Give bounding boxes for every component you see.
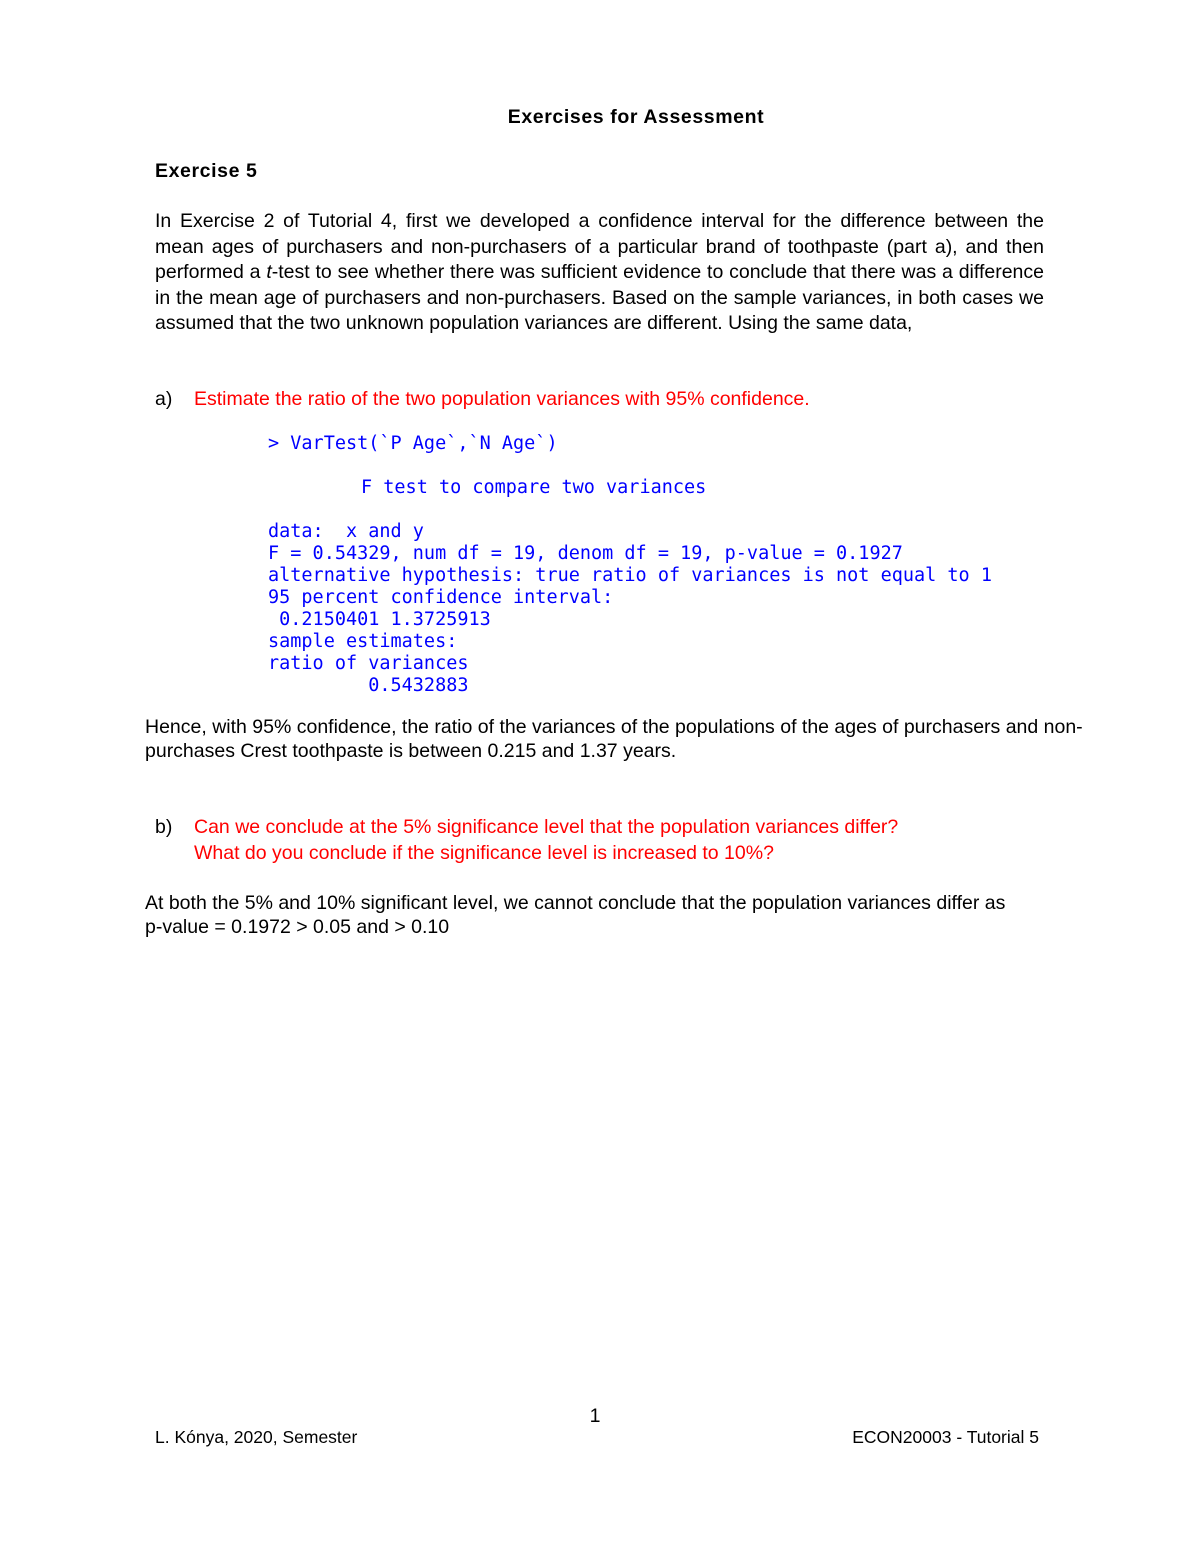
part-b-label: b) bbox=[155, 816, 173, 838]
part-a-answer-line-1: Hence, with 95% confidence, the ratio of the variances of the populations of the ages of purchasers and non- bbox=[145, 716, 1083, 738]
part-b-answer bbox=[145, 891, 1005, 939]
part-b-answer-line-1: At both the 5% and 10% significant level, we cannot conclude that the population variances differ as bbox=[145, 892, 1006, 914]
page-number: 1 bbox=[589, 1405, 601, 1427]
intro-paragraph bbox=[155, 209, 1044, 337]
r-ci-label: 95 percent confidence interval: bbox=[268, 587, 614, 608]
r-alternative-line: alternative hypothesis: true ratio of variances is not equal to 1 bbox=[268, 565, 992, 586]
r-ci-values: 0.2150401 1.3725913 bbox=[268, 609, 491, 630]
footer-course: ECON20003 - Tutorial 5 bbox=[852, 1427, 1039, 1447]
part-b-question-line-2: What do you conclude if the significance level is increased to 10%? bbox=[194, 841, 774, 864]
part-a-label: a) bbox=[155, 388, 173, 410]
intro-text-before: In Exercise 2 of Tutorial 4, first we developed a confidence interval for the difference between the mean ages of purchasers and non-purchasers of a particular brand of toothpaste (part a), and then performed a bbox=[155, 210, 1044, 283]
footer-author: L. Kónya, 2020, Semester bbox=[155, 1427, 358, 1447]
part-a-answer-line-2: purchases Crest toothpaste is between 0.215 and 1.37 years. bbox=[145, 740, 677, 762]
intro-text-after: -test to see whether there was sufficient evidence to conclude that there was a difference in the mean age of purchasers and non-purchasers. Based on the sample variances, in both cases we assumed that the two unknown population variances are different. Using the same data, bbox=[155, 261, 1044, 334]
document-title: Exercises for Assessment bbox=[507, 106, 765, 128]
part-b-question bbox=[194, 815, 898, 866]
part-a-question: Estimate the ratio of the two population variances with 95% confidence. bbox=[194, 388, 810, 410]
r-estimate-name: ratio of variances bbox=[268, 653, 469, 674]
intro-t-letter: t bbox=[266, 261, 272, 283]
r-test-name: F test to compare two variances bbox=[361, 477, 707, 498]
r-estimate-label: sample estimates: bbox=[268, 631, 458, 652]
r-output-block bbox=[268, 433, 992, 697]
part-b-answer-line-2: p-value = 0.1972 > 0.05 and > 0.10 bbox=[145, 916, 450, 938]
part-a-answer bbox=[145, 715, 1083, 763]
r-data-line: data: x and y bbox=[268, 521, 424, 542]
r-command: > VarTest(`P Age`,`N Age`) bbox=[268, 433, 558, 454]
part-b-question-line-1: Can we conclude at the 5% significance level that the population variances differ? bbox=[194, 816, 899, 838]
exercise-heading: Exercise 5 bbox=[155, 160, 258, 182]
r-stat-line: F = 0.54329, num df = 19, denom df = 19, p-value = 0.1927 bbox=[268, 543, 903, 564]
r-estimate-value: 0.5432883 bbox=[268, 675, 469, 696]
